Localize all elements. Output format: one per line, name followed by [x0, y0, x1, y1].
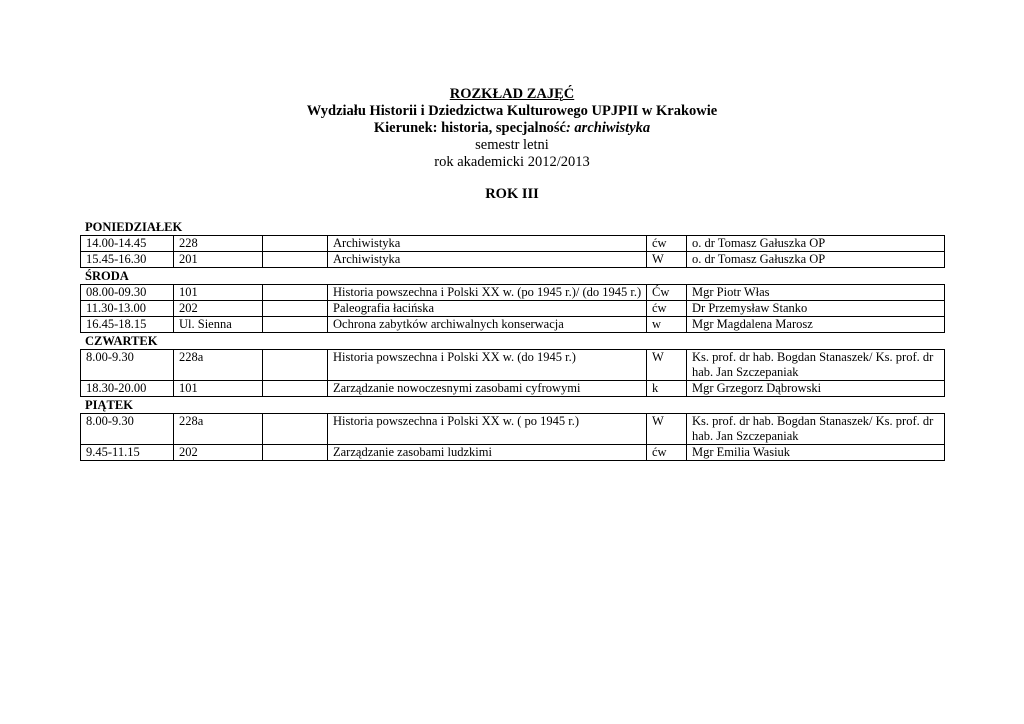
day-heading: PONIEDZIAŁEK [85, 220, 183, 234]
day-schedule-table [80, 413, 945, 461]
schedule-room-cell: 202 [174, 301, 263, 317]
schedule-teacher-cell: Mgr Piotr Włas [687, 285, 945, 301]
table-row [81, 236, 945, 252]
schedule-teacher-cell: Ks. prof. dr hab. Bogdan Stanaszek/ Ks. prof. dr hab. Jan Szczepaniak [687, 414, 945, 445]
schedule-room-cell: 201 [174, 252, 263, 268]
direction-specialty: : archiwistyka [565, 120, 651, 136]
schedule-empty-cell [263, 285, 328, 301]
schedule-subject-cell: Ochrona zabytków archiwalnych konserwacja [328, 317, 647, 333]
schedule-subject-cell: Archiwistyka [328, 236, 647, 252]
schedule-table [80, 219, 944, 461]
schedule-room-cell: 228 [174, 236, 263, 252]
document-header [0, 86, 1024, 171]
schedule-empty-cell [263, 252, 328, 268]
schedule-subject-cell: Paleografia łacińska [328, 301, 647, 317]
schedule-time-cell: 9.45-11.15 [81, 445, 174, 461]
schedule-teacher-cell: Mgr Grzegorz Dąbrowski [687, 381, 945, 397]
schedule-type-cell: W [647, 252, 687, 268]
table-row [81, 445, 945, 461]
schedule-empty-cell [263, 381, 328, 397]
schedule-type-cell: w [647, 317, 687, 333]
schedule-type-cell: Ćw [647, 285, 687, 301]
schedule-teacher-cell: o. dr Tomasz Gałuszka OP [687, 252, 945, 268]
table-row [81, 414, 945, 445]
schedule-time-cell: 18.30-20.00 [81, 381, 174, 397]
study-year-heading: ROK III [485, 186, 539, 202]
schedule-type-cell: ćw [647, 301, 687, 317]
day-heading: CZWARTEK [85, 334, 158, 348]
table-row [81, 317, 945, 333]
schedule-time-cell: 15.45-16.30 [81, 252, 174, 268]
schedule-teacher-cell: Dr Przemysław Stanko [687, 301, 945, 317]
schedule-subject-cell: Historia powszechna i Polski XX w. (do 1945 r.) [328, 350, 647, 381]
schedule-empty-cell [263, 350, 328, 381]
table-row [81, 301, 945, 317]
schedule-empty-cell [263, 236, 328, 252]
schedule-type-cell: ćw [647, 236, 687, 252]
schedule-type-cell: W [647, 350, 687, 381]
schedule-empty-cell [263, 445, 328, 461]
day-schedule-table [80, 235, 945, 268]
schedule-empty-cell [263, 301, 328, 317]
schedule-empty-cell [263, 317, 328, 333]
schedule-teacher-cell: o. dr Tomasz Gałuszka OP [687, 236, 945, 252]
schedule-type-cell: W [647, 414, 687, 445]
schedule-subject-cell: Historia powszechna i Polski XX w. ( po 1945 r.) [328, 414, 647, 445]
schedule-room-cell: 228a [174, 350, 263, 381]
academic-year-label: rok akademicki 2012/2013 [434, 154, 590, 170]
schedule-empty-cell [263, 414, 328, 445]
schedule-subject-cell: Historia powszechna i Polski XX w. (po 1945 r.)/ (do 1945 r.) [328, 285, 647, 301]
schedule-time-cell: 8.00-9.30 [81, 350, 174, 381]
schedule-time-cell: 08.00-09.30 [81, 285, 174, 301]
schedule-subject-cell: Zarządzanie nowoczesnymi zasobami cyfrowymi [328, 381, 647, 397]
table-row [81, 381, 945, 397]
schedule-room-cell: Ul. Sienna [174, 317, 263, 333]
schedule-type-cell: k [647, 381, 687, 397]
schedule-time-cell: 11.30-13.00 [81, 301, 174, 317]
table-row [81, 285, 945, 301]
schedule-room-cell: 228a [174, 414, 263, 445]
document-title: ROZKŁAD ZAJĘĆ [449, 86, 575, 102]
table-row [81, 252, 945, 268]
day-schedule-table [80, 284, 945, 333]
schedule-teacher-cell: Mgr Emilia Wasiuk [687, 445, 945, 461]
schedule-type-cell: ćw [647, 445, 687, 461]
schedule-room-cell: 202 [174, 445, 263, 461]
faculty-name: Wydziału Historii i Dziedzictwa Kulturowego UPJPII w Krakowie [306, 103, 718, 119]
day-heading: ŚRODA [85, 269, 129, 283]
direction-line [0, 120, 1024, 137]
schedule-subject-cell: Zarządzanie zasobami ludzkimi [328, 445, 647, 461]
schedule-room-cell: 101 [174, 381, 263, 397]
table-row [81, 350, 945, 381]
schedule-teacher-cell: Ks. prof. dr hab. Bogdan Stanaszek/ Ks. prof. dr hab. Jan Szczepaniak [687, 350, 945, 381]
day-schedule-table [80, 349, 945, 397]
semester-label: semestr letni [475, 137, 549, 153]
schedule-time-cell: 8.00-9.30 [81, 414, 174, 445]
schedule-time-cell: 16.45-18.15 [81, 317, 174, 333]
direction-prefix: Kierunek: historia, specjalność [373, 120, 566, 136]
schedule-room-cell: 101 [174, 285, 263, 301]
day-heading: PIĄTEK [85, 398, 133, 412]
schedule-teacher-cell: Mgr Magdalena Marosz [687, 317, 945, 333]
schedule-subject-cell: Archiwistyka [328, 252, 647, 268]
schedule-time-cell: 14.00-14.45 [81, 236, 174, 252]
